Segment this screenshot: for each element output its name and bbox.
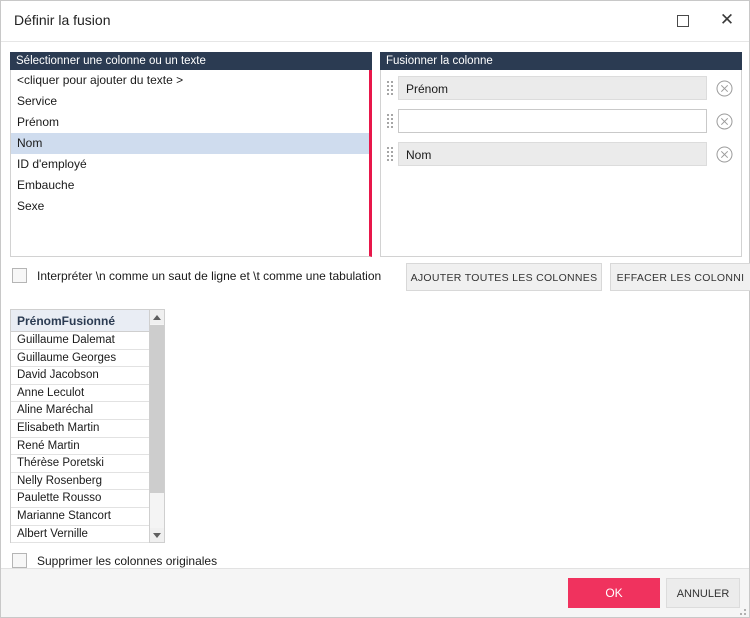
list-item[interactable]: Prénom — [17, 115, 60, 129]
table-row: Albert Vernille — [11, 526, 164, 544]
scroll-up-icon[interactable] — [150, 310, 164, 324]
preview-column-header: PrénomFusionné — [11, 310, 164, 332]
scroll-down-icon[interactable] — [150, 528, 164, 542]
remove-circle-icon — [716, 113, 733, 130]
preview-table — [10, 309, 165, 543]
table-row: Paulette Rousso — [11, 490, 164, 508]
list-item[interactable]: Service — [17, 94, 58, 108]
preview-scrollbar[interactable] — [149, 309, 165, 543]
list-item[interactable]: <cliquer pour ajouter du texte > — [17, 73, 184, 87]
delete-original-columns-label: Supprimer les colonnes originales — [37, 553, 218, 568]
list-item-selected[interactable]: Nom — [11, 133, 369, 154]
maximize-button[interactable] — [661, 1, 705, 40]
options-row — [10, 263, 745, 291]
table-row: David Jacobson — [11, 367, 164, 385]
select-column-panel — [10, 52, 372, 257]
merge-items-list — [380, 70, 742, 257]
remove-circle-icon — [716, 146, 733, 163]
remove-merge-item-button[interactable] — [711, 76, 737, 100]
resize-grip[interactable] — [736, 605, 746, 615]
clear-columns-button[interactable]: EFFACER LES COLONNI — [610, 263, 750, 291]
close-icon: ✕ — [719, 10, 735, 30]
dialog-footer — [1, 568, 749, 617]
table-row: Guillaume Dalemat — [11, 332, 164, 350]
delete-original-columns-checkbox[interactable] — [12, 553, 27, 568]
ok-button[interactable]: OK — [568, 578, 660, 608]
table-row: Elisabeth Martin — [11, 420, 164, 438]
merge-item — [385, 108, 737, 134]
table-row: Aline Maréchal — [11, 402, 164, 420]
remove-merge-item-button[interactable] — [711, 142, 737, 166]
close-button[interactable] — [705, 1, 749, 40]
column-list[interactable] — [10, 70, 372, 257]
merge-field-value[interactable] — [398, 109, 707, 133]
table-row: Guillaume Georges — [11, 350, 164, 368]
merge-column-panel-header: Fusionner la colonne — [380, 52, 742, 70]
maximize-icon — [677, 15, 689, 27]
interpret-escape-label: Interpréter \n comme un saut de ligne et \t comme une tabulation — [37, 268, 382, 283]
list-item[interactable]: ID d'employé — [17, 157, 87, 171]
scrollbar-thumb[interactable] — [150, 325, 164, 493]
table-row: Thérèse Poretski — [11, 455, 164, 473]
interpret-escape-option[interactable] — [12, 268, 381, 283]
delete-original-columns-option[interactable] — [12, 553, 217, 568]
remove-merge-item-button[interactable] — [711, 109, 737, 133]
title-bar — [1, 1, 749, 42]
table-row: René Martin — [11, 438, 164, 456]
remove-circle-icon — [716, 80, 733, 97]
drag-handle-icon[interactable] — [385, 145, 395, 163]
drag-handle-icon[interactable] — [385, 79, 395, 97]
list-item[interactable]: Sexe — [17, 199, 45, 213]
table-row: Marianne Stancort — [11, 508, 164, 526]
cancel-button[interactable]: ANNULER — [666, 578, 740, 608]
drag-handle-icon[interactable] — [385, 112, 395, 130]
merge-item — [385, 141, 737, 167]
select-column-panel-header: Sélectionner une colonne ou un texte — [10, 52, 372, 70]
interpret-escape-checkbox[interactable] — [12, 268, 27, 283]
merge-field-value[interactable]: Prénom — [398, 76, 707, 100]
page-title: Définir la fusion — [14, 12, 111, 28]
add-all-columns-button[interactable]: AJOUTER TOUTES LES COLONNES — [406, 263, 602, 291]
table-row: Anne Leculot — [11, 385, 164, 403]
merge-field-value[interactable]: Nom — [398, 142, 707, 166]
merge-item — [385, 75, 737, 101]
merge-column-panel — [380, 52, 742, 257]
list-item[interactable]: Embauche — [17, 178, 75, 192]
table-row: Nelly Rosenberg — [11, 473, 164, 491]
